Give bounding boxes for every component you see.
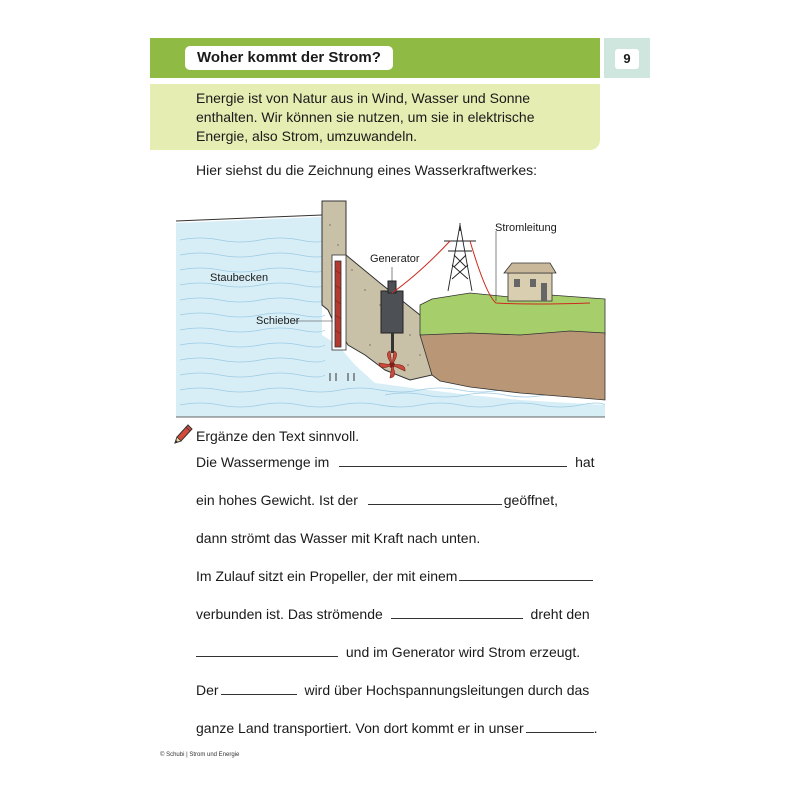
exercise-line-2 [196,491,558,509]
text-segment: ganze Land transportiert. Von dort kommt er in unser [196,720,524,736]
pylon-icon [444,223,476,291]
text-segment: geöffnet, [503,492,559,508]
blank-field[interactable] [196,643,338,657]
house-icon [504,263,556,301]
label-staubecken: Staubecken [210,272,269,284]
text-segment: Die Wassermenge im [196,454,330,470]
text-segment: hat [575,454,595,470]
footer-copyright: © Schubi | Strom und Energie [160,752,240,758]
text-segment: wird über Hochspannungsleitungen durch das [304,682,590,698]
exercise-line-6 [196,643,580,661]
text-segment: verbunden ist. Das strömende [196,606,383,622]
pencil-icon [172,422,194,446]
text-segment: dreht den [530,606,590,622]
intro-line: enthalten. Wir können sie nutzen, um sie in elektrische [196,109,535,125]
blank-field[interactable] [526,719,594,733]
blank-field[interactable] [221,681,297,695]
blank-field[interactable] [368,491,502,505]
exercise-line-5 [196,605,590,623]
blank-field[interactable] [339,453,567,467]
text-segment: Der [196,682,219,698]
intro-line: Energie, also Strom, umzuwandeln. [196,128,417,144]
text-segment: . [593,720,598,736]
exercise-line-4 [196,567,593,585]
lead-text: Hier siehst du die Zeichnung eines Wasserkraftwerkes: [196,162,538,178]
page-title: Woher kommt der Strom? [185,46,393,70]
exercise-line-8 [196,719,598,737]
blank-field[interactable] [391,605,523,619]
intro-line: Energie ist von Natur aus in Wind, Wasser und Sonne [196,90,531,106]
exercise-line-3: dann strömt das Wasser mit Kraft nach unten. [196,530,481,546]
exercise-line-1 [196,453,595,471]
blank-field[interactable] [459,567,593,581]
intro-text [196,89,596,146]
label-generator: Generator [370,253,420,265]
label-schieber: Schieber [256,315,300,327]
page-number: 9 [615,49,639,69]
exercise-line-7 [196,681,589,699]
exercise-instruction: Ergänze den Text sinnvoll. [196,428,360,444]
text-segment: ein hohes Gewicht. Ist der [196,492,358,508]
label-stromleitung: Stromleitung [495,222,557,234]
text-segment: und im Generator wird Strom erzeugt. [345,644,581,660]
hydropower-plant-illustration [170,195,615,425]
text-segment: Im Zulauf sitzt ein Propeller, der mit einem [196,568,458,584]
